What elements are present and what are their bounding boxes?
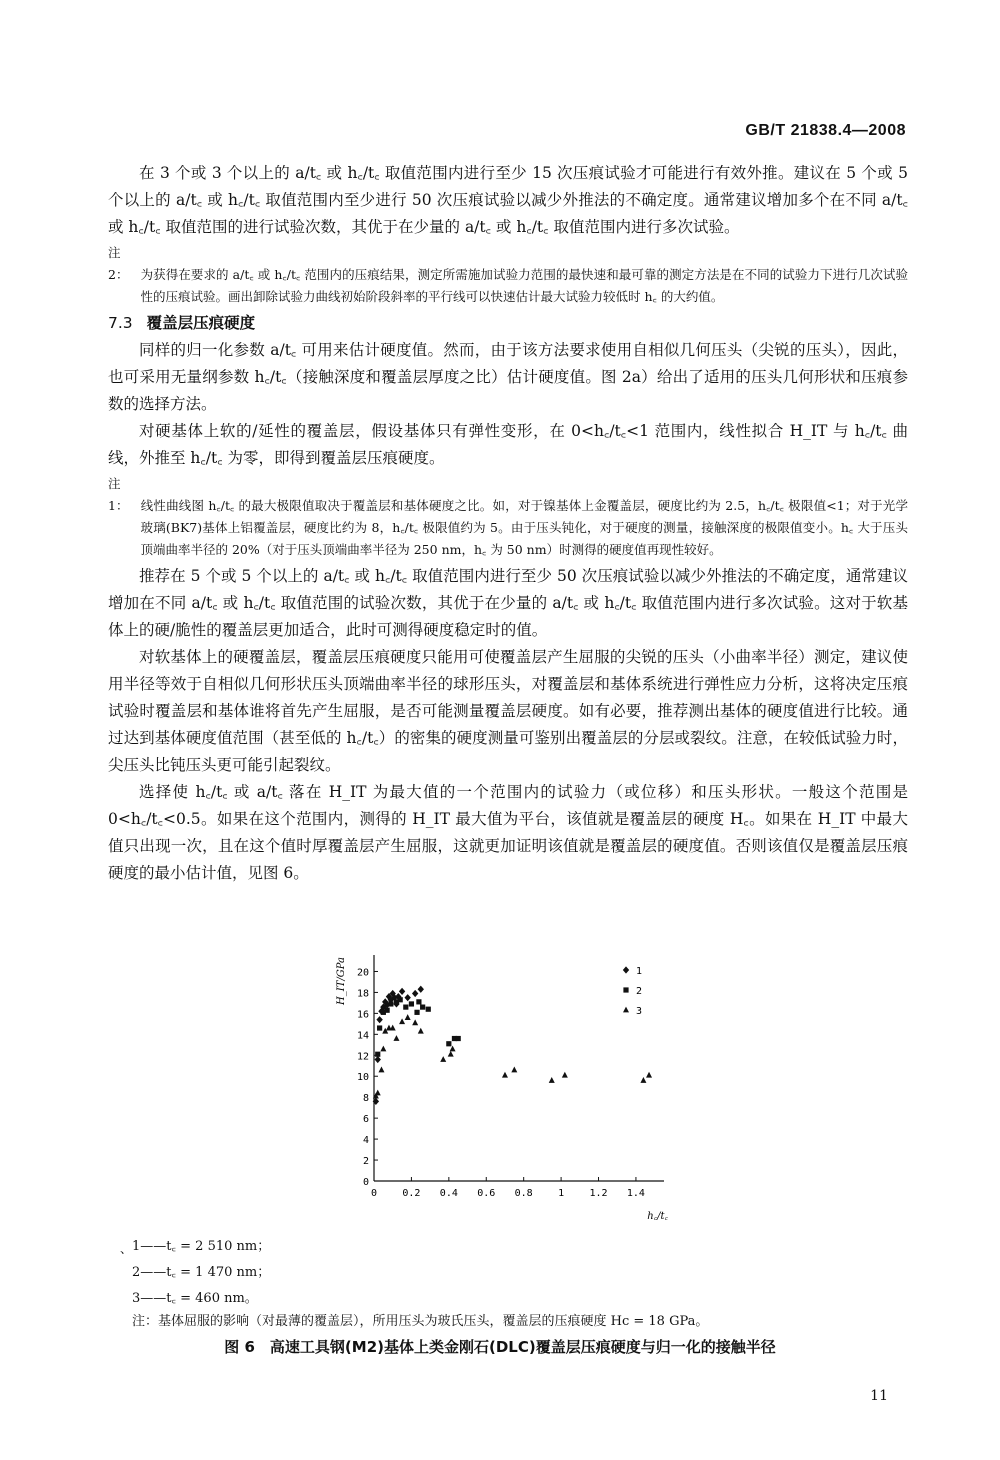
legend-line-1 [132, 1234, 270, 1260]
section-heading [108, 310, 908, 337]
data-point-series-3 [440, 1056, 446, 1062]
y-tick-label: 0 [362, 1177, 369, 1188]
data-point-series-1 [376, 1016, 382, 1023]
figure-6-chart [330, 948, 710, 1228]
data-point-series-3 [646, 1072, 652, 1078]
gutter-mark: 、 [120, 1242, 133, 1256]
data-point-series-3 [380, 1046, 386, 1052]
legend-label-1: 1 [636, 966, 643, 977]
data-point-series-3 [399, 1018, 405, 1024]
note-2-text: 为获得在要求的 a/t꜀ 或 h꜀/t꜀ 范围内的压痕结果，测定所需施加试验力范围的最快速和最可靠的测定方法是在不同的试验力下进行几次试验性的压痕试验。画出卸除试验力曲线初始阶段斜率的平行线可以快速估计最大试验力较低时 h꜀ 的大约值。 [140, 267, 908, 304]
data-point-series-2 [446, 1041, 451, 1046]
data-point-series-2 [416, 999, 421, 1004]
data-point-series-3 [418, 1028, 424, 1034]
data-point-series-3 [405, 1014, 411, 1020]
data-point-series-2 [426, 1007, 431, 1012]
data-point-series-3 [375, 1090, 381, 1096]
paragraph-1: 在 3 个或 3 个以上的 a/t꜀ 或 h꜀/t꜀ 取值范围内进行至少 15 次压痕试验才可能进行有效外推。建议在 5 个或 5 个以上的 a/t꜀ 或 h꜀/t꜀ 取值范围内至少进行 50 次压痕试验以减少外推法的不确定度。通常建议增加多个在不同 a/t꜀ 或 h꜀/t꜀ 取值范围的进行试验次数，其优于在少量的 a/t꜀ 或 h꜀/t꜀ 取值范围内进行多次试验。 [108, 164, 908, 236]
data-point-series-1 [418, 986, 424, 993]
figure-note: 注：基体屈服的影响（对最薄的覆盖层），所用压头为玻氏压头，覆盖层的压痕硬度 Hc = 18 GPa。 [132, 1314, 709, 1329]
data-point-series-1 [375, 1056, 381, 1063]
data-point-series-2 [420, 1004, 425, 1009]
data-point-series-1 [412, 990, 418, 997]
legend-line-3 [132, 1286, 270, 1312]
data-point-series-2 [384, 1008, 389, 1013]
data-point-series-3 [502, 1072, 508, 1078]
legend-line-dash: —— [140, 1291, 167, 1306]
x-tick-label: 0.6 [477, 1188, 496, 1199]
note-1-text: 线性曲线图 h꜀/t꜀ 的最大极限值取决于覆盖层和基体硬度之比。如，对于镍基体上金覆盖层，硬度比约为 2.5，h꜀/t꜀ 极限值<1；对于光学玻璃(BK7)基体上铝覆盖层，硬度比约为 8，h꜀/t꜀ 极限值约为 5。由于压头钝化，对于硬度的测量，接触深度的极限值变小。h꜀ 大于压头顶端曲率半径的 20%（对于压头顶端曲率半径为 250 nm，h꜀ 为 50 nm）时测得的硬度值再现性较好。 [140, 498, 908, 557]
page-body [108, 160, 908, 887]
page-number: 11 [870, 1388, 888, 1404]
legend-line-thickness: t꜀ = 1 470 nm； [166, 1265, 271, 1280]
data-point-series-3 [450, 1046, 456, 1052]
data-point-series-3 [511, 1067, 517, 1073]
data-point-series-2 [414, 1010, 419, 1015]
data-point-series-3 [390, 1025, 396, 1031]
paragraph-2: 同样的归一化参数 a/t꜀ 可用来估计硬度值。然而，由于该方法要求使用自相似几何压头（尖锐的压头），因此，也可采用无量纲参数 h꜀/t꜀（接触深度和覆盖层厚度之比）估计硬度值。图 2a）给出了适用的压头几何形状和压痕参数的选择方法。 [108, 341, 908, 413]
data-point-series-2 [375, 1052, 380, 1057]
x-tick-label: 0 [370, 1188, 378, 1199]
figure-caption: 图 6 高速工具钢(M2)基体上类金刚石(DLC)覆盖层压痕硬度与归一化的接触半径 [224, 1338, 776, 1356]
data-point-series-3 [562, 1072, 568, 1078]
x-tick-label: 0.4 [439, 1188, 458, 1199]
note-2-label: 注 2： [108, 245, 129, 282]
y-tick-label: 20 [356, 967, 369, 979]
y-tick-label: 10 [356, 1072, 369, 1084]
x-tick-label: 1 [558, 1188, 565, 1199]
data-point-series-3 [640, 1077, 646, 1083]
x-tick-label: 1.4 [626, 1188, 645, 1199]
y-tick-label: 12 [356, 1051, 369, 1063]
data-point-series-2 [456, 1036, 461, 1041]
data-point-series-2 [377, 1025, 382, 1030]
y-tick-label: 18 [356, 988, 369, 1000]
data-point-series-2 [409, 1001, 414, 1006]
standard-id: GB/T 21838.4—2008 [745, 122, 906, 139]
paragraph-3: 对硬基体上软的/延性的覆盖层，假设基体只有弹性变形，在 0<h꜀/t꜀<1 范围内，线性拟合 H_IT 与 h꜀/t꜀ 曲线，外推至 h꜀/t꜀ 为零，即得到覆盖层压痕硬度。 [108, 422, 908, 467]
data-point-series-3 [448, 1051, 454, 1057]
section-number: 7.3 [108, 314, 133, 332]
data-point-series-3 [549, 1077, 555, 1083]
data-point-series-2 [398, 997, 403, 1002]
data-point-series-2 [388, 1001, 393, 1006]
x-axis-label: h꜀/t꜀ [647, 1211, 668, 1222]
y-tick-label: 16 [356, 1009, 369, 1021]
legend-line-thickness: t꜀ = 460 nm。 [166, 1291, 258, 1306]
legend-marker-2 [623, 987, 628, 992]
x-tick-label: 1.2 [589, 1188, 608, 1199]
y-axis-label: H_IT/GPa [336, 957, 347, 1005]
note-2 [108, 242, 909, 308]
legend-line-number: 2 [132, 1265, 141, 1280]
y-tick-label: 6 [362, 1114, 369, 1126]
scatter-chart [330, 948, 710, 1228]
figure-legend-list [132, 1234, 270, 1312]
data-point-series-2 [403, 1004, 408, 1009]
data-point-series-1 [404, 994, 410, 1001]
y-tick-label: 4 [362, 1135, 369, 1147]
paragraph-6: 选择使 h꜀/t꜀ 或 a/t꜀ 落在 H_IT 为最大值的一个范围内的试验力（或位移）和压头形状。一般这个范围是 0<h꜀/t꜀<0.5。如果在这个范围内，测得的 H_IT 最大值为平台，该值就是覆盖层的硬度 H꜀。如果在 H_IT 中最大值只出现一次，且在这个值时厚覆盖层产生屈服，这就更加证明该值就是覆盖层的硬度值。否则该值仅是覆盖层压痕硬度的最小估计值，见图 6。 [108, 783, 908, 882]
legend-label-3: 3 [636, 1006, 643, 1017]
y-tick-label: 14 [356, 1030, 369, 1042]
paragraph-4: 推荐在 5 个或 5 个以上的 a/t꜀ 或 h꜀/t꜀ 取值范围内进行至少 50 次压痕试验以减少外推法的不确定度，通常建议增加在不同 a/t꜀ 或 h꜀/t꜀ 取值范围的试验次数，其优于在少量的 a/t꜀ 或 h꜀/t꜀ 取值范围内进行多次试验。这对于软基体上的硬/脆性的覆盖层更加适合，此时可测得硬度稳定时的值。 [108, 567, 908, 639]
legend-marker-3 [623, 1007, 629, 1013]
data-point-series-3 [412, 1019, 418, 1025]
data-point-series-1 [399, 988, 405, 995]
y-tick-label: 2 [362, 1156, 369, 1168]
legend-line-thickness: t꜀ = 2 510 nm； [166, 1239, 271, 1254]
legend-line-number: 3 [132, 1291, 141, 1306]
legend-marker-1 [623, 966, 629, 973]
note-1-label: 注 1： [108, 476, 129, 513]
legend-line-dash: —— [140, 1239, 167, 1254]
note-1 [108, 473, 909, 561]
legend-line-dash: —— [140, 1265, 167, 1280]
legend-line-number: 1 [132, 1239, 141, 1254]
y-tick-label: 8 [362, 1093, 369, 1105]
legend-line-2 [132, 1260, 270, 1286]
data-point-series-3 [393, 1035, 399, 1041]
legend-label-2: 2 [636, 986, 643, 997]
x-tick-label: 0.8 [514, 1188, 533, 1199]
data-point-series-3 [378, 1067, 384, 1073]
paragraph-5: 对软基体上的硬覆盖层，覆盖层压痕硬度只能用可使覆盖层产生屈服的尖锐的压头（小曲率半径）测定，建议使用半径等效于自相似几何形状压头顶端曲率半径的球形压头，对覆盖层和基体系统进行弹性应力分析，这将决定压痕试验时覆盖层和基体谁将首先产生屈服，是否可能测量覆盖层硬度。如有必要，推荐测出基体的硬度值进行比较。通过达到基体硬度值范围（甚至低的 h꜀/t꜀）的密集的硬度测量可鉴别出覆盖层的分层或裂纹。注意，在较低试验力时，尖压头比钝压头更可能引起裂纹。 [108, 648, 908, 774]
section-title: 覆盖层压痕硬度 [146, 314, 256, 332]
x-tick-label: 0.2 [402, 1188, 421, 1199]
